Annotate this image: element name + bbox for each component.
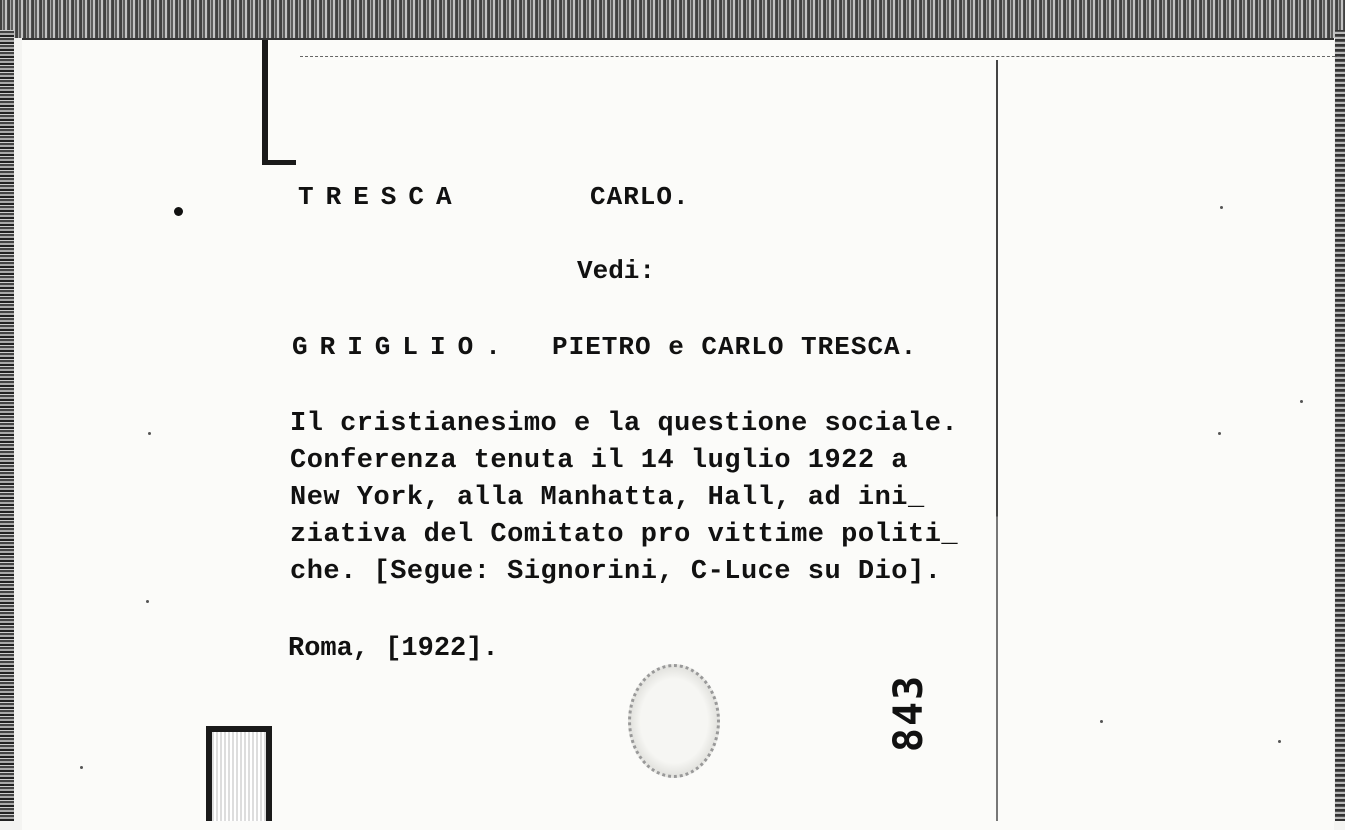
speck — [1100, 720, 1103, 723]
description-line-3: New York, alla Manhatta, Hall, ad ini_ — [290, 483, 925, 513]
scan-border-left — [0, 30, 14, 821]
see-reference-label: Vedi: — [577, 256, 656, 286]
reference-names: PIETRO e CARLO TRESCA. — [552, 332, 918, 362]
speck — [1278, 740, 1281, 743]
reference-surname: GRIGLIO. — [292, 332, 513, 362]
speck — [1220, 206, 1223, 209]
card-top-rule — [300, 56, 1340, 58]
speck — [80, 766, 83, 769]
speck — [1218, 432, 1221, 435]
description-line-5: che. [Segue: Signorini, C-Luce su Dio]. — [290, 557, 942, 587]
scan-border-top — [0, 0, 1345, 38]
imprint: Roma, [1922]. — [288, 634, 499, 664]
description-line-1: Il cristianesimo e la questione sociale. — [290, 409, 959, 439]
heading-name: CARLO. — [590, 182, 690, 212]
description-line-4: ziativa del Comitato pro vittime politi_ — [290, 520, 959, 550]
speck — [146, 600, 149, 603]
scan-border-right — [1335, 30, 1345, 821]
oval-stamp — [628, 664, 720, 778]
punch-dot — [174, 207, 183, 216]
card-tab-mark-top — [262, 40, 296, 165]
heading-surname: TRESCA — [298, 182, 464, 212]
description-line-2: Conferenza tenuta il 14 luglio 1922 a — [290, 446, 908, 476]
speck — [1300, 400, 1303, 403]
speck — [148, 432, 151, 435]
card-number: 843 — [886, 673, 933, 753]
card-vertical-rule — [996, 60, 998, 821]
card-tab-mark-bottom — [206, 726, 272, 821]
